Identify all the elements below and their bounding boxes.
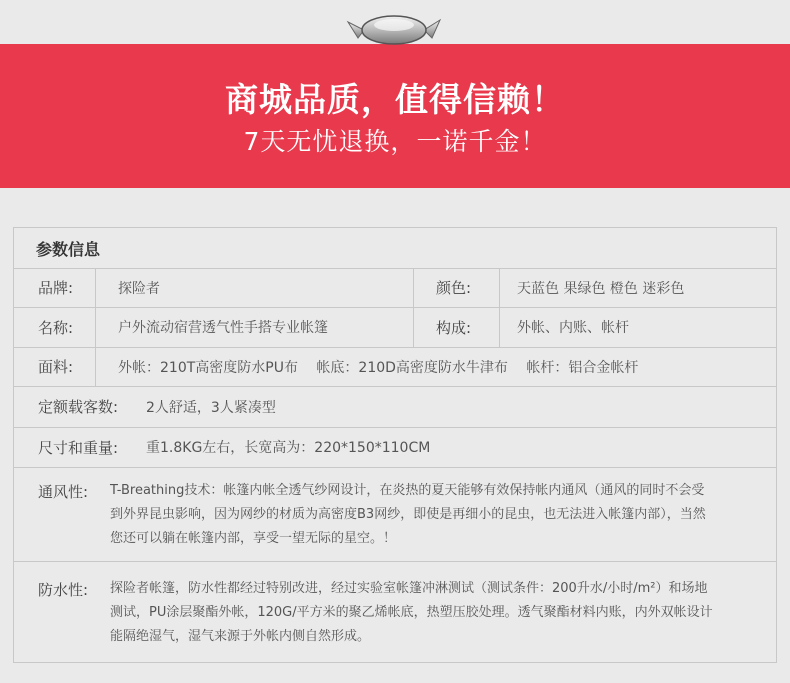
size-label: 尺寸和重量:: [38, 438, 119, 457]
brand-label: 品牌:: [38, 279, 74, 297]
brand-value: 探险者: [118, 280, 160, 297]
capacity-label: 定额载客数:: [38, 398, 119, 416]
spec-row-fabric: [14, 347, 776, 387]
water-line: 探险者帐篷，防水性都经过特别改进，经过实验室帐篷冲淋测试（测试条件：200升水/小时/m²）和场地: [110, 581, 708, 596]
vent-line: T-Breathing技术：帐篷内帐全透气纱网设计，在炎热的夏天能够有效保持帐内通风（通风的同时不会受: [110, 483, 705, 498]
vent-label: 通风性:: [38, 483, 89, 501]
fabric-value: 外帐：210T高密度防水PU布 帐底：210D高密度防水牛津布 帐杆：铝合金帐杆: [118, 359, 639, 376]
name-label: 名称:: [38, 318, 74, 337]
spec-row-capacity: [14, 386, 776, 428]
color-label: 颜色:: [436, 279, 472, 297]
water-label: 防水性:: [38, 581, 89, 599]
spec-row-brand: [14, 268, 776, 308]
composition-value: 外帐、内账、帐杆: [517, 320, 629, 336]
color-value: 天蓝色 果绿色 橙色 迷彩色: [517, 280, 685, 297]
fabric-label: 面料:: [38, 358, 74, 376]
spec-title: 参数信息: [36, 239, 101, 259]
vent-line: 您还可以躺在帐篷内部，享受一望无际的星空。！: [110, 531, 397, 546]
spec-row-ventilation: [14, 467, 776, 562]
spec-row-waterproof: [14, 561, 776, 662]
water-line: 测试，PU涂层聚酯外帐，120G/平方米的聚乙烯帐底，热塑压胶处理。透气聚酯材料内账，内外双帐设计: [110, 605, 713, 620]
size-value: 重1.8KG左右，长宽高为：220*150*110CM: [146, 440, 431, 456]
vent-text: [110, 479, 770, 551]
water-line: 能隔绝湿气，湿气来源于外帐内侧自然形成。: [110, 629, 371, 644]
water-text: [110, 577, 770, 649]
spec-row-name: [14, 307, 776, 348]
spec-row-size: [14, 427, 776, 468]
name-value: 户外流动宿营透气性手搭专业帐篷: [118, 320, 328, 336]
capacity-value: 2人舒适，3人紧凑型: [146, 399, 276, 416]
vent-line: 到外界昆虫影响，因为网纱的材质为高密度B3网纱，即使是再细小的昆虫，也无法进入帐篷内部），当然: [110, 507, 706, 522]
composition-label: 构成:: [436, 318, 472, 337]
banner-headline: 商城品质，值得信赖！: [225, 80, 565, 119]
banner-subline: 7天无忧退换，一诺千金！: [243, 127, 547, 156]
spec-table: [13, 227, 777, 663]
candy-icon: [344, 8, 444, 48]
spec-title-row: [14, 228, 776, 269]
